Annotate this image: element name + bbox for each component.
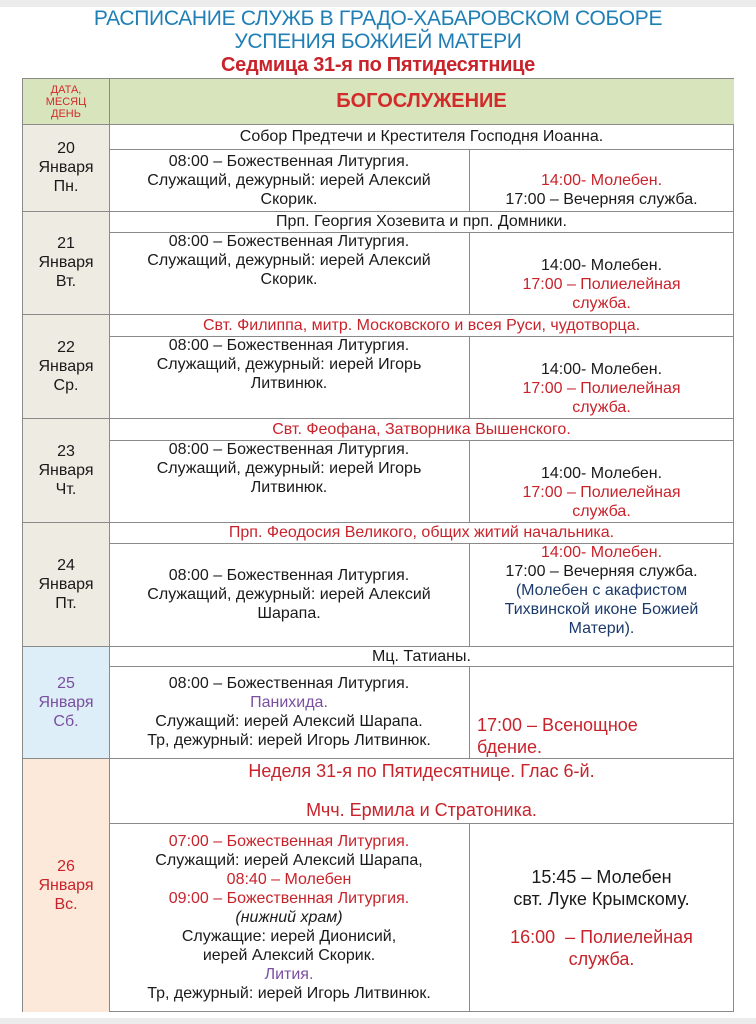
feast-title: Свт. Филиппа, митр. Московского и всея Руси, чудотворца. bbox=[202, 316, 641, 334]
feast-cell-24 bbox=[109, 522, 734, 543]
service-line: Служащий: иерей Алексий Шарапа, bbox=[155, 852, 423, 869]
evening-services-24 bbox=[469, 543, 734, 646]
service-line: свт. Луке Крымскому. bbox=[513, 888, 690, 909]
service-line: 17:00 – Вечерняя служба. bbox=[505, 191, 698, 208]
akathist-note-line: Тихвинской иконе Божией bbox=[504, 601, 699, 618]
date-header-line: ДАТА, bbox=[50, 83, 82, 96]
date-cell-24 bbox=[23, 522, 109, 646]
day-number: 25 bbox=[57, 674, 75, 692]
month-name: Января bbox=[38, 693, 94, 711]
morning-services-25 bbox=[109, 666, 469, 758]
column-divider bbox=[469, 823, 470, 1012]
service-line: 08:00 – Божественная Литургия. bbox=[168, 337, 410, 354]
service-line: 14:00- Молебен. bbox=[540, 172, 663, 189]
day-header-line: ДЕНЬ bbox=[51, 107, 81, 120]
service-line: Панихида. bbox=[250, 694, 328, 711]
row-divider bbox=[23, 758, 734, 759]
service-line: 08:00 – Божественная Литургия. bbox=[168, 233, 410, 250]
row-divider bbox=[109, 666, 734, 667]
date-cell-26 bbox=[23, 758, 109, 1012]
service-line: Тр, дежурный: иерей Игорь Литвинюк. bbox=[147, 732, 431, 749]
service-line: (нижний храм) bbox=[235, 909, 343, 926]
morning-services-24 bbox=[109, 543, 469, 646]
date-cell-23 bbox=[23, 418, 109, 522]
evening-services-20 bbox=[469, 149, 734, 211]
service-line: Литвинюк. bbox=[250, 375, 328, 392]
row-divider bbox=[23, 646, 734, 647]
feast-cell-21 bbox=[109, 211, 734, 232]
schedule-table bbox=[22, 78, 734, 1012]
feast-title: Собор Предтечи и Крестителя Господня Иоанна. bbox=[239, 128, 604, 145]
akathist-note-line: (Молебен с акафистом bbox=[515, 582, 688, 599]
service-line: служба. bbox=[572, 503, 631, 520]
day-number: 23 bbox=[57, 442, 75, 460]
month-name: Января bbox=[38, 254, 94, 271]
date-cell-25 bbox=[23, 646, 109, 758]
day-number: 21 bbox=[57, 235, 75, 252]
row-divider bbox=[109, 336, 734, 337]
service-line: 16:00 – Полиелейная bbox=[510, 926, 693, 947]
morning-services-23 bbox=[109, 440, 469, 522]
feast-title: Прп. Георгия Хозевита и прп. Домники. bbox=[276, 213, 567, 230]
service-line: 17:00 – Всенощное bbox=[477, 715, 638, 735]
service-line: Лития. bbox=[264, 966, 314, 983]
page-title-line1: РАСПИСАНИЕ СЛУЖБ В ГРАДО-ХАБАРОВСКОМ СОБОРЕ bbox=[93, 7, 663, 30]
evening-services-25 bbox=[469, 666, 734, 758]
row-divider bbox=[23, 418, 734, 419]
service-line: Служащий, дежурный: иерей Алексий bbox=[147, 171, 431, 189]
weekday: Пт. bbox=[55, 594, 77, 612]
day-number: 26 bbox=[57, 857, 75, 875]
service-line: 08:00 – Божественная Литургия. bbox=[168, 441, 410, 458]
weekday: Сб. bbox=[53, 712, 79, 730]
feast-title: Мц. Татианы. bbox=[372, 647, 471, 665]
service-line: служба. bbox=[568, 948, 635, 969]
row-divider bbox=[23, 314, 734, 315]
bottom-margin-strip bbox=[0, 1018, 756, 1024]
service-line: 15:45 – Молебен bbox=[531, 866, 672, 887]
weekday: Ср. bbox=[53, 376, 79, 394]
month-name: Января bbox=[38, 159, 94, 176]
service-line: Служащий, дежурный: иерей Игорь bbox=[156, 460, 422, 477]
service-line: 09:00 – Божественная Литургия. bbox=[168, 890, 410, 907]
date-cell-22 bbox=[23, 314, 109, 418]
akathist-note-line: Матери). bbox=[568, 620, 635, 637]
month-name: Января bbox=[38, 876, 94, 894]
feast-cell-23 bbox=[109, 418, 734, 440]
feast-cell-20 bbox=[109, 124, 734, 149]
service-line: 17:00 – Вечерняя служба. bbox=[505, 563, 698, 580]
row-divider bbox=[109, 823, 734, 824]
service-line: Служащие: иерей Дионисий, bbox=[181, 928, 397, 945]
column-divider bbox=[469, 232, 470, 314]
month-header-line: МЕСЯЦ bbox=[45, 95, 87, 108]
service-header-label: БОГОСЛУЖЕНИЕ bbox=[336, 90, 507, 112]
row-divider bbox=[23, 522, 734, 523]
service-line: служба. bbox=[572, 399, 631, 416]
feast-cell-22 bbox=[109, 314, 734, 336]
morning-services-22 bbox=[109, 336, 469, 418]
column-divider bbox=[109, 79, 110, 1012]
service-line: Скорик. bbox=[260, 271, 318, 288]
day-number: 20 bbox=[57, 140, 75, 157]
service-line: 14:00- Молебен. bbox=[540, 257, 663, 274]
feast-cell-26 bbox=[109, 758, 734, 823]
page-title-line2: УСПЕНИЯ БОЖИЕЙ МАТЕРИ bbox=[234, 30, 522, 53]
service-line: 17:00 – Полиелейная bbox=[522, 276, 681, 293]
service-line: иерей Алексий Скорик. bbox=[202, 947, 376, 964]
service-line: 14:00- Молебен. bbox=[540, 361, 663, 378]
service-line: Служащий, дежурный: иерей Алексий bbox=[147, 586, 431, 603]
service-line: 08:00 – Божественная Литургия. bbox=[168, 152, 410, 170]
row-divider bbox=[109, 149, 734, 150]
weekday: Вт. bbox=[55, 273, 77, 290]
service-line: Служащий: иерей Алексий Шарапа. bbox=[155, 713, 423, 730]
feast-title: Мчч. Ермила и Стратоника. bbox=[306, 800, 537, 820]
service-line: 17:00 – Полиелейная bbox=[522, 484, 681, 501]
month-name: Января bbox=[38, 575, 94, 593]
service-line: 14:00- Молебен. bbox=[540, 465, 663, 482]
weekday: Пн. bbox=[53, 178, 79, 195]
service-line: 08:00 – Божественная Литургия. bbox=[168, 567, 410, 584]
feast-title: Прп. Феодосия Великого, общих житий начальника. bbox=[228, 524, 615, 541]
service-line: Шарапа. bbox=[257, 605, 321, 622]
month-name: Января bbox=[38, 357, 94, 375]
service-line: Тр, дежурный: иерей Игорь Литвинюк. bbox=[147, 985, 431, 1002]
day-number: 24 bbox=[57, 556, 75, 574]
service-line: Служащий, дежурный: иерей Игорь bbox=[156, 356, 422, 373]
evening-services-21 bbox=[469, 232, 734, 314]
service-line: Служащий, дежурный: иерей Алексий bbox=[147, 252, 431, 269]
service-line: 07:00 – Божественная Литургия. bbox=[168, 833, 410, 850]
morning-services-26 bbox=[109, 823, 469, 1012]
service-line: 08:00 – Божественная Литургия. bbox=[168, 675, 410, 692]
row-divider bbox=[109, 543, 734, 544]
evening-services-23 bbox=[469, 440, 734, 522]
column-divider bbox=[469, 440, 470, 522]
weekday: Вс. bbox=[54, 895, 78, 913]
service-line: бдение. bbox=[477, 737, 543, 757]
feast-title: Неделя 31-я по Пятидесятнице. Глас 6-й. bbox=[248, 761, 595, 781]
column-divider bbox=[469, 666, 470, 758]
top-margin-strip bbox=[0, 0, 756, 7]
column-divider bbox=[469, 336, 470, 418]
week-subtitle: Седмица 31-я по Пятидесятнице bbox=[221, 54, 535, 76]
evening-services-22 bbox=[469, 336, 734, 418]
row-divider bbox=[23, 211, 734, 212]
row-divider bbox=[23, 124, 734, 125]
feast-title: Свт. Феофана, Затворника Вышенского. bbox=[272, 420, 571, 438]
date-cell-21 bbox=[23, 211, 109, 314]
service-line: 14:00- Молебен. bbox=[540, 544, 663, 561]
evening-services-26 bbox=[469, 823, 734, 1012]
service-line: служба. bbox=[572, 295, 631, 312]
weekday: Чт. bbox=[55, 480, 77, 498]
feast-cell-25 bbox=[109, 646, 734, 666]
date-column-header bbox=[23, 79, 109, 124]
date-cell-20 bbox=[23, 124, 109, 211]
service-line: Литвинюк. bbox=[250, 479, 328, 496]
day-number: 22 bbox=[57, 338, 75, 356]
service-line: 17:00 – Полиелейная bbox=[522, 380, 681, 397]
column-divider bbox=[469, 149, 470, 211]
morning-services-21 bbox=[109, 232, 469, 314]
month-name: Января bbox=[38, 461, 94, 479]
service-column-header bbox=[109, 79, 734, 124]
row-divider bbox=[109, 232, 734, 233]
service-line: 08:40 – Молебен bbox=[226, 871, 352, 888]
service-line: Скорик. bbox=[260, 190, 318, 208]
row-divider bbox=[109, 440, 734, 441]
morning-services-20 bbox=[109, 149, 469, 211]
column-divider bbox=[469, 543, 470, 646]
